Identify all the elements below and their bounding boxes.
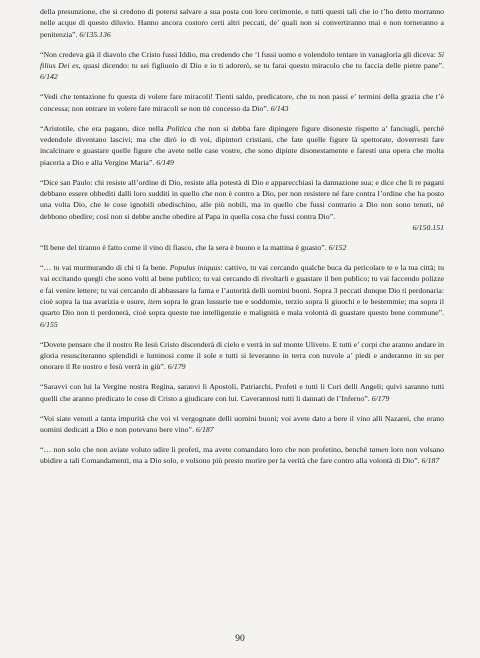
paragraph-text: “Dovete pensare che il nostro Re Iesù Cristo discenderà di cielo e verrà in sul monte Uliveto. E tutti e’ corpi che aranno andare in gloria resusciteranno splendidi e luminosi come il sole e tutti si leveranno in terra con nuvole a’ piedi e anderanno in su per onorare il Re nostro e Iesù verrà in giù”. (40, 339, 444, 372)
paragraph-text: “Non credeva già il diavolo che Cristo fussi Iddio, ma credendo che ‘l fussi uomo e volendolo tentare in vanagloria gli diceva: (40, 49, 438, 59)
latin-phrase: Si filius Dei es (40, 49, 444, 70)
paragraph-2 (40, 49, 444, 83)
paragraph-11 (40, 444, 444, 467)
paragraph-text: che non si debba fare dipingere figure disoneste rispetto a’ fanciugli, perché vedendole diventano lascivi; ma che dirò io di voi, dipintori cristiani, che fate quelle figure là spettorate, doverresti fare incalcinare e guastare quelle figure che avete nelle case vostre, che sono dipinte disonestamente e farestí una opera che molta piaceria a Dio e alla Vergine Maria”. (40, 123, 445, 167)
citation-ref: 6/149 (156, 157, 174, 167)
citation-ref: 6/135.136 (79, 29, 111, 39)
page-text (40, 6, 444, 476)
paragraph-9 (40, 381, 444, 404)
paragraph-10 (40, 413, 444, 436)
book-title: Politica (166, 123, 192, 133)
latin-word: item (147, 297, 162, 307)
citation-ref: 6/187 (195, 425, 214, 435)
paragraph-text: “Aristotile, che era pagano, dice nella (40, 123, 167, 133)
citation-ref: 6/187 (421, 456, 440, 466)
citation-ref: 6/179 (371, 393, 390, 403)
paragraph-text: “… tu vai murmurando di chi ti fa bene. (40, 263, 170, 273)
citation-ref: 6/155 (40, 319, 58, 329)
paragraph-6 (40, 242, 444, 253)
latin-phrase: Populus iniquus (169, 263, 221, 273)
paragraph-7 (40, 262, 444, 330)
latin-word: tamen (369, 445, 389, 455)
paragraph-text: “Voi siate venuti a tanta impurità che voi vi vergognate delli uomini buoni; voi avete dato a bere il vino alli Nazarei, che erano uomini dedicati a Dio e non potevano bere vino”. (40, 413, 444, 435)
citation-ref: 6/143 (270, 103, 289, 113)
paragraph-3 (40, 91, 444, 114)
paragraph-text: “Saravvi con lui la Vergine nostra Regina, saranvi li Apostoli, Patriarchi, Profeti e tutti li Cori delli Angeli; quivi saranno tutti quelli che aranno predicato le cose di Cristo a giudicare con lui. Caverannosi tutti li dannati de l’Inferno”. (40, 382, 444, 403)
page-number: 90 (235, 634, 245, 644)
citation-ref: 6/179 (167, 362, 186, 372)
paragraph-text: loro non volsano ubidire a tali Comandamenti, ma a Dio solo, e volsono più presto morire per la verità che fare contro alla volontà di Dio”. (40, 445, 444, 466)
paragraph-text: “Dice san Paulo: chi resiste all’ordine di Dio, resiste alla potestà di Dio e apparecchiasi la dannazione sua; e dice che li re pagani debbano essere obbediti dalli loro sudditi in quello che non è contro a Dio, per non resistere né fare contra l’ordine che ha posto una volta Dio, che le cose ignobili obedischino, alle più nobili, ma in quello che fussi contrario a Dio non sono tenuti, né debbono obedire; così non si debbe anche obedire al Papa in quella cosa che fussi contra Dio”. (40, 177, 444, 221)
paragraph-1 (40, 6, 444, 40)
paragraph-8 (40, 339, 444, 373)
citation-ref: 6/150.151 (412, 222, 444, 232)
paragraph-text: , quasi dicendo: tu sei figliuolo di Dio e io ti adorerò, se tu farai questo miracolo che tu faccia delle pietre pane”. (78, 60, 444, 70)
paragraph-text: “Il bene del tiranno è fatto come il vino di fiasco, che la sera è buono e la mattina è guasto”. (40, 243, 329, 253)
paragraph-text: : cattivo, tu vai cercando qualche buca da pericolare te e la tua città; tu vai eccitando quegli che sono volti al bene publico; tu vai cercando di rivoltarli e guastare il ben publico; tu vai faccendo polizze e fai venire lettere; tu vai cercando di abbassare la fama e l’autorità delli uomini buoni. Sopra 3 peccati dunque Dio ti perdonaria: cioè sopra la tua avarizia e usure, (40, 263, 445, 307)
paragraph-text: sopra le gran lussurie tue e soddomie, terzio sopra li giuochi e le bestemmie; ma sopra il quarto Dio non ti perdonerà, cioè sopra queste tue intelligenzie e malignità e mala volontà di guastare questo bene commune”. (40, 297, 444, 318)
paragraph-text: “… non solo che non aviate voluto udire li profeti, ma avete comandato loro che non profetino, benchè (40, 445, 370, 455)
paragraph-5 (40, 177, 444, 233)
paragraph-4 (40, 123, 444, 168)
paragraph-text: “Vedi che tentazione fu questa di volere fare miracoli! Tienti saldo, predicatore, che tu non passi e’ termini della grazia che t’è concessa; non entrare in volere fare miracoli se non tiè concesso da Dio”. (40, 92, 444, 113)
citation-ref: 6/152 (328, 243, 347, 253)
paragraph-text: della presunzione, che si credono di potersi salvare a sua posta con loro cerimonie, e tutti questi tali che io t’ho detto morranno nelle acque di questo diluvio. Hanno ancora costoro certi altri peccati, de’ quali non si convertiranno mai e non torneranno a penitenzia”. (40, 7, 444, 39)
citation-ref: 6/142 (40, 72, 58, 82)
